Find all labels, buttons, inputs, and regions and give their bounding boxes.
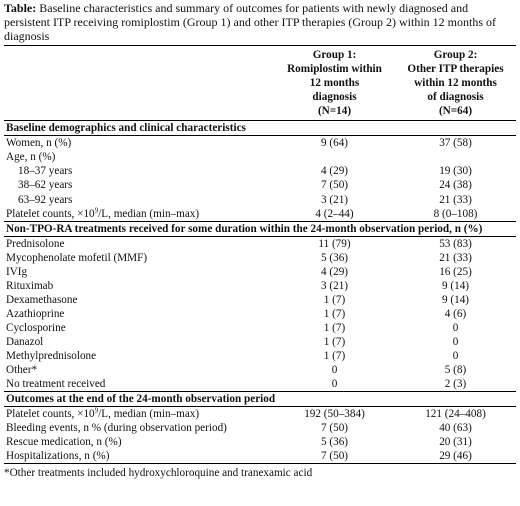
section-title: Outcomes at the end of the 24-month observation period	[6, 392, 276, 405]
group1-value: 7 (50)	[320, 421, 349, 434]
section-header-baseline	[4, 121, 516, 136]
table-row	[4, 335, 516, 349]
section-header-treatments	[4, 221, 516, 236]
group2-value: 29 (46)	[439, 449, 472, 462]
group1-value	[274, 150, 395, 164]
group1-value: 5 (36)	[320, 435, 349, 448]
row-label: Women, n (%)	[6, 137, 72, 149]
row-label: No treatment received	[6, 377, 106, 390]
row-label-text: /L, median (min–max)	[98, 207, 200, 220]
group2-value: 24 (38)	[439, 179, 472, 192]
group2-value: 2 (3)	[444, 377, 467, 390]
group1-value: 5 (36)	[320, 251, 349, 264]
header-group1-line: Group 1:	[312, 49, 357, 61]
table-row	[4, 349, 516, 363]
group2-value: 5 (8)	[444, 363, 467, 376]
table-caption	[4, 0, 516, 43]
group1-value: 1 (7)	[323, 293, 346, 306]
row-label: IVIg	[6, 265, 28, 278]
group1-value: 11 (79)	[318, 237, 351, 250]
header-group1	[274, 46, 395, 121]
row-label-text: Platelet counts, ×10	[6, 407, 95, 420]
table-row	[4, 363, 516, 377]
group1-value: 0	[331, 377, 338, 390]
group1-value: 9 (64)	[320, 137, 349, 149]
header-group1-line: 12 months	[309, 77, 360, 89]
table-row	[4, 377, 516, 392]
row-label: Other*	[6, 363, 38, 376]
group2-value	[395, 150, 516, 164]
row-label: Rescue medication, n (%)	[6, 435, 122, 448]
table-row	[4, 136, 516, 151]
group1-value: 7 (50)	[320, 449, 349, 462]
row-label: Age, n (%)	[6, 151, 56, 163]
row-label: Azathioprine	[6, 307, 65, 320]
header-row	[4, 46, 516, 121]
row-label: Dexamethasone	[6, 293, 78, 306]
data-table	[4, 45, 516, 464]
row-label: Mycophenolate mofetil (MMF)	[6, 251, 148, 264]
group2-value: 53 (83)	[439, 237, 472, 250]
header-group2-line: Other ITP therapies	[407, 63, 504, 75]
header-empty-cell	[4, 46, 274, 121]
group2-value: 9 (14)	[441, 293, 470, 306]
group2-value: 37 (58)	[439, 137, 472, 149]
group2-value: 8 (0–108)	[433, 207, 478, 220]
section-header-outcomes	[4, 391, 516, 406]
header-group2-line: within 12 months	[414, 77, 497, 89]
group1-value: 4 (29)	[320, 165, 349, 178]
header-group1-line: diagnosis	[312, 91, 357, 103]
table-row	[4, 406, 516, 421]
header-group2-line: Group 2:	[433, 49, 478, 61]
group1-value: 7 (50)	[320, 179, 349, 192]
header-group2-line: (N=64)	[438, 105, 473, 117]
group1-value: 192 (50–384)	[304, 407, 365, 420]
table-row	[4, 435, 516, 449]
group1-value: 3 (21)	[320, 279, 349, 292]
table-row	[4, 307, 516, 321]
group1-value: 3 (21)	[320, 193, 349, 206]
caption-text: Baseline characteristics and summary of outcomes for patients with newly diagnosed and persistent ITP receiving romiplostim (Group 1) and other ITP therapies (Group 2) within 12 months of diagnosis	[4, 1, 497, 43]
group2-value: 21 (33)	[439, 193, 472, 206]
section-title: Non-TPO-RA treatments received for some duration within the 24-month observation period, n (%)	[6, 222, 483, 235]
row-label: Rituximab	[6, 279, 54, 292]
table-row	[4, 193, 516, 207]
table-footnote: *Other treatments included hydroxychloroquine and tranexamic acid	[4, 466, 313, 479]
row-label-superscript: 9	[94, 406, 99, 415]
table-row	[4, 279, 516, 293]
row-label: 18–37 years	[18, 165, 73, 178]
group2-value: 16 (25)	[439, 265, 472, 278]
group2-value: 121 (24–408)	[425, 407, 486, 420]
group2-value: 20 (31)	[439, 435, 472, 448]
group2-value: 0	[452, 349, 459, 362]
caption-label: Table:	[4, 1, 37, 15]
row-label: Methylprednisolone	[6, 349, 97, 362]
table-row	[4, 421, 516, 435]
header-group1-line: (N=14)	[317, 105, 352, 117]
row-label	[4, 406, 274, 421]
group2-value: 0	[452, 321, 459, 334]
table-row	[4, 207, 516, 222]
group2-value: 40 (63)	[439, 421, 472, 434]
row-label: 63–92 years	[18, 193, 73, 206]
row-label-text: Platelet counts, ×10	[6, 207, 95, 220]
group2-value: 0	[452, 335, 459, 348]
group2-value: 19 (30)	[439, 165, 472, 178]
section-title: Baseline demographics and clinical characteristics	[6, 122, 246, 134]
group2-value: 21 (33)	[439, 251, 472, 264]
group1-value: 1 (7)	[323, 335, 346, 348]
group1-value: 4 (29)	[320, 265, 349, 278]
row-label: Hospitalizations, n (%)	[6, 449, 110, 462]
table-row	[4, 164, 516, 178]
group1-value: 4 (2–44)	[315, 207, 354, 220]
row-label	[4, 207, 274, 222]
table-row	[4, 150, 516, 164]
header-group2-line: of diagnosis	[427, 91, 484, 103]
group2-value: 9 (14)	[441, 279, 470, 292]
group2-value: 4 (6)	[444, 307, 467, 320]
group1-value: 1 (7)	[323, 321, 346, 334]
group1-value: 1 (7)	[323, 307, 346, 320]
table-row	[4, 251, 516, 265]
table-row	[4, 321, 516, 335]
table-row	[4, 449, 516, 464]
row-label: Danazol	[6, 335, 44, 348]
table-row	[4, 178, 516, 192]
group1-value: 0	[331, 363, 338, 376]
row-label: Bleeding events, n % (during observation period)	[6, 421, 227, 434]
row-label-text: /L, median (min–max)	[98, 407, 200, 420]
table-row	[4, 236, 516, 251]
table-figure	[4, 0, 516, 480]
header-group1-line: Romiplostim within	[287, 63, 382, 75]
row-label: Prednisolone	[6, 237, 65, 250]
row-label-superscript: 9	[94, 206, 99, 215]
header-group2	[395, 46, 516, 121]
table-row	[4, 293, 516, 307]
group1-value: 1 (7)	[323, 349, 346, 362]
row-label: 38–62 years	[18, 179, 73, 192]
row-label: Cyclosporine	[6, 321, 66, 334]
table-row	[4, 265, 516, 279]
